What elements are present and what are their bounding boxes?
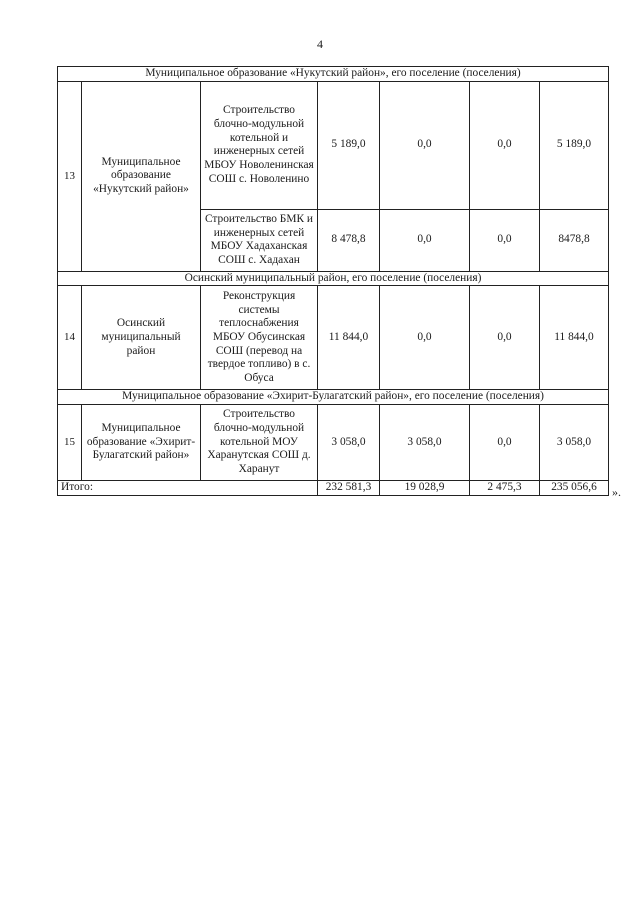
section-title: Осинский муниципальный район, его поселение (поселения)	[58, 271, 609, 286]
section-header-row	[58, 390, 609, 405]
total-value: 2 475,3	[470, 481, 540, 496]
table-row	[58, 405, 609, 481]
value-cell: 5 189,0	[540, 81, 609, 209]
value-cell: 0,0	[380, 209, 470, 271]
page-number: 4	[317, 37, 323, 51]
value-cell: 8478,8	[540, 209, 609, 271]
municipality-name: Осинский муниципальный район	[82, 286, 201, 390]
section-header-row	[58, 67, 609, 82]
table-row	[58, 81, 609, 209]
funding-table	[57, 66, 609, 496]
value-cell: 0,0	[470, 209, 540, 271]
section-title: Муниципальное образование «Эхирит-Булагатский район», его поселение (поселения)	[58, 390, 609, 405]
table-row	[58, 286, 609, 390]
project-description: Строительство блочно-модульной котельной и инженерных сетей МБОУ Новоленинская СОШ с. Новоленино	[201, 81, 318, 209]
value-cell: 0,0	[470, 405, 540, 481]
project-description: Строительство блочно-модульной котельной МОУ Харанутская СОШ д. Харанут	[201, 405, 318, 481]
total-value: 235 056,6	[540, 481, 609, 496]
section-title: Муниципальное образование «Нукутский район», его поселение (поселения)	[58, 67, 609, 82]
row-number: 13	[58, 81, 82, 271]
value-cell: 5 189,0	[318, 81, 380, 209]
project-description: Реконструкция системы теплоснабжения МБОУ Обусинская СОШ (перевод на твердое топливо) в с. Обуса	[201, 286, 318, 390]
total-label: Итого:	[58, 481, 318, 496]
value-cell: 0,0	[380, 81, 470, 209]
value-cell: 0,0	[470, 81, 540, 209]
project-description: Строительство БМК и инженерных сетей МБОУ Хадаханская СОШ с. Хадахан	[201, 209, 318, 271]
value-cell: 8 478,8	[318, 209, 380, 271]
closing-quote-mark: ».	[612, 485, 621, 499]
value-cell: 0,0	[380, 286, 470, 390]
section-header-row	[58, 271, 609, 286]
municipality-name: Муниципальное образование «Нукутский район»	[82, 81, 201, 271]
total-value: 19 028,9	[380, 481, 470, 496]
value-cell: 11 844,0	[318, 286, 380, 390]
value-cell: 3 058,0	[380, 405, 470, 481]
row-number: 14	[58, 286, 82, 390]
total-row	[58, 481, 609, 496]
value-cell: 3 058,0	[318, 405, 380, 481]
municipality-name: Муниципальное образование «Эхирит-Булагатский район»	[82, 405, 201, 481]
row-number: 15	[58, 405, 82, 481]
value-cell: 0,0	[470, 286, 540, 390]
value-cell: 3 058,0	[540, 405, 609, 481]
total-value: 232 581,3	[318, 481, 380, 496]
value-cell: 11 844,0	[540, 286, 609, 390]
